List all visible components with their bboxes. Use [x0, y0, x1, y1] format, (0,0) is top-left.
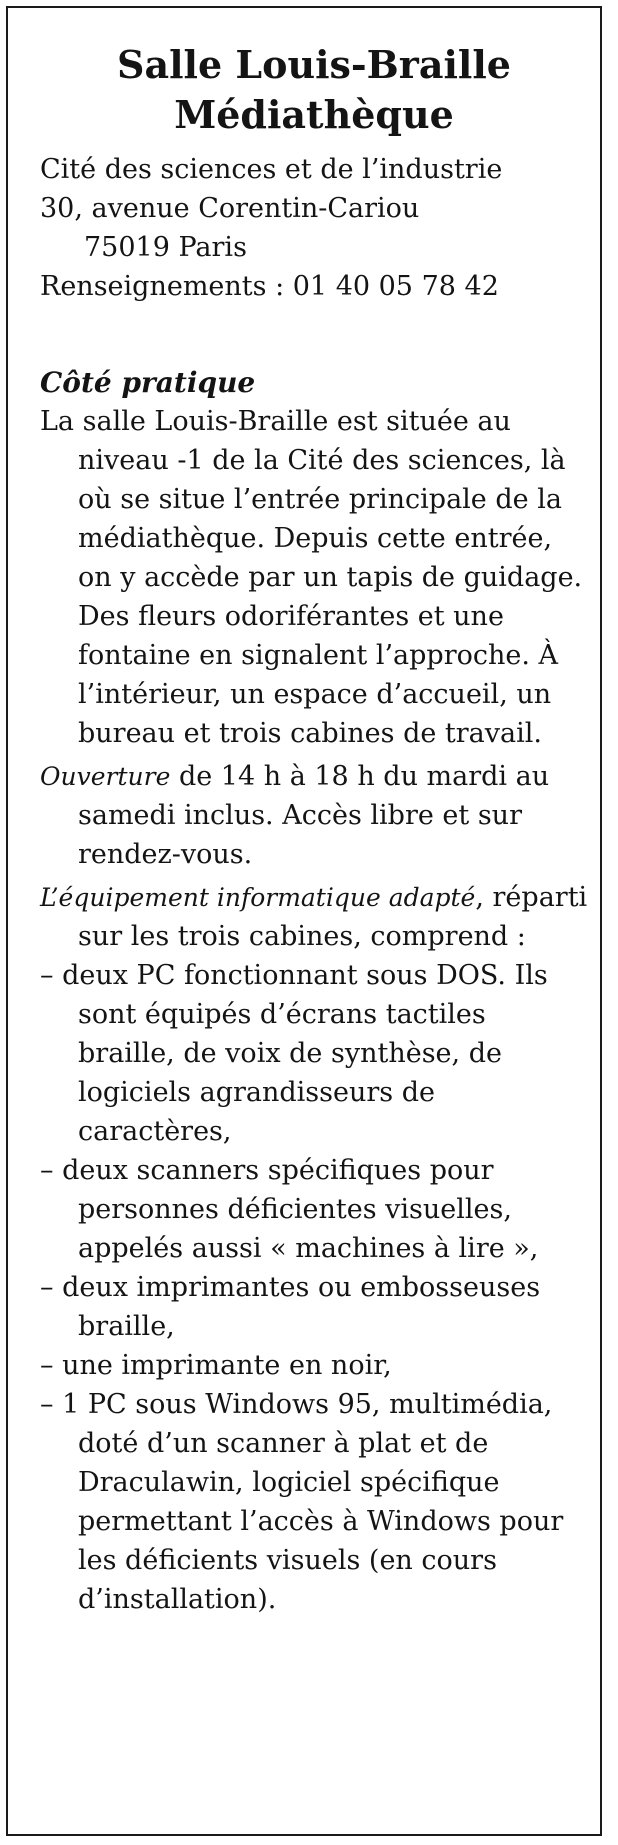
info-box-content [40, 8, 588, 1619]
hours-label: Ouverture [40, 762, 171, 791]
list-item: – deux PC fonctionnant sous DOS. Ils sont équipés d’écrans tactiles braille, de voix de synthèse, de logiciels agrandisseurs de caractères, [40, 960, 548, 1147]
phone-line: Renseignements : 01 40 05 78 42 [40, 271, 499, 302]
equipment-text: , réparti sur les trois cabines, comprend : [78, 882, 588, 952]
address-block [40, 150, 588, 306]
hours-text: de 14 h à 18 h du mardi au samedi inclus. Accès libre et sur rendez-vous. [78, 761, 550, 870]
list-item: – deux imprimantes ou embosseuses braille, [40, 1272, 541, 1342]
address-line-2: 30, avenue Corentin-Cariou [40, 193, 420, 224]
equipment-label: L’équipement informatique adapté [40, 883, 476, 912]
equipment-paragraph [40, 878, 588, 956]
section-title: Côté pratique [40, 366, 256, 399]
address-line-3: 75019 Paris [84, 232, 247, 263]
list-item: – une imprimante en noir, [40, 1350, 392, 1381]
info-box [6, 6, 602, 1836]
page-title [40, 40, 588, 140]
address-line-1: Cité des sciences et de l’industrie [40, 154, 503, 185]
intro-paragraph: La salle Louis-Braille est située au niveau -1 de la Cité des sciences, là où se situe l’entrée principale de la médiathèque. Depuis cette entrée, on y accède par un tapis de guidage. Des fleurs odoriférantes et une fontaine en signalent l’approche. À l’intérieur, un espace d’accueil, un bureau et trois cabines de travail. [40, 406, 583, 749]
hours-paragraph [40, 757, 588, 874]
title-line-2: Médiathèque [174, 92, 454, 137]
equipment-list [40, 956, 588, 1619]
list-item: – 1 PC sous Windows 95, multimédia, doté d’un scanner à plat et de Draculawin, logiciel spécifique permettant l’accès à Windows pour les déficients visuels (en cours d’installation). [40, 1389, 564, 1615]
title-line-1: Salle Louis-Braille [117, 42, 511, 87]
list-item: – deux scanners spécifiques pour personnes déficientes visuelles, appelés aussi « machines à lire », [40, 1155, 539, 1264]
